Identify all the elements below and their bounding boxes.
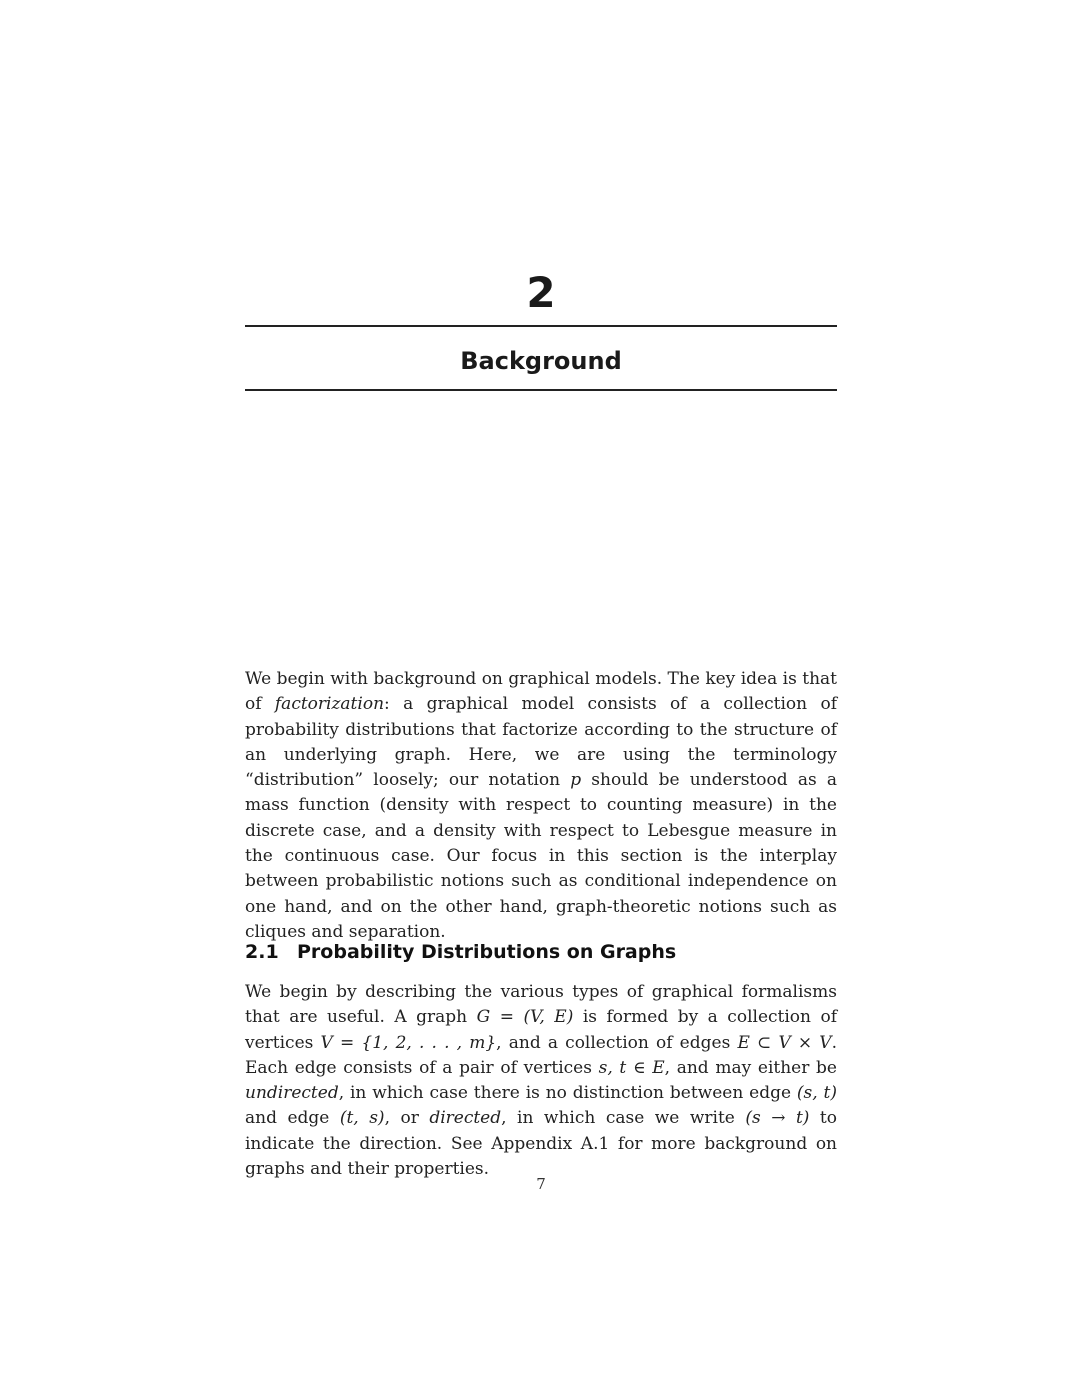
section-heading [245, 938, 837, 966]
section-text-9: , in which case we write [501, 1108, 746, 1129]
math-edge-st: (s, t) [796, 1083, 837, 1104]
intro-text-3: should be understood as a mass function (density with respect to counting measure) in the discrete case, and a density with respect to Lebesgue measure in the continuous case. Our focus in this section is the interplay between probabilistic notions such as conditional independence on one hand, and on the other hand, graph-theoretic notions such as cliques and separation. [245, 770, 837, 942]
intro-emphasis-factorization: factorization [274, 694, 385, 715]
emphasis-directed: directed [429, 1108, 502, 1129]
section-text-7: and edge [245, 1108, 340, 1129]
math-directed-edge: (s → t) [745, 1108, 810, 1129]
emphasis-undirected: undirected [245, 1083, 339, 1104]
section-text-5: , and may either be [664, 1057, 837, 1078]
section-title: Probability Distributions on Graphs [297, 941, 677, 963]
math-edge-set: E ⊂ V × V [737, 1032, 832, 1053]
chapter-title: Background [460, 347, 622, 375]
section-text-6: , in which case there is no distinction between edge [338, 1083, 797, 1104]
chapter-rule-top [245, 325, 837, 327]
section-text-10: to indicate the direction. See Appendix A.1 for more background on graphs and their properties. [245, 1108, 837, 1180]
math-edge-ts: (t, s) [339, 1108, 385, 1129]
page-number: 7 [536, 1175, 546, 1193]
section-text-2: is formed by a collection of vertices [245, 1007, 837, 1053]
section-text-4: . Each edge consists of a pair of vertices [245, 1032, 837, 1078]
section-text-1: We begin by describing the various types of graphical formalisms that are useful. A graph [245, 982, 837, 1028]
intro-math-p: p [570, 770, 582, 791]
section-paragraph [245, 980, 837, 1182]
math-graph-def: G = (V, E) [476, 1007, 574, 1028]
chapter-number: 2 [526, 268, 556, 317]
section-text-8: , or [384, 1108, 430, 1129]
chapter-rule-bottom [245, 389, 837, 391]
intro-text-1: We begin with background on graphical models. The key idea is that of [245, 669, 837, 715]
intro-text-2: : a graphical model consists of a collection of probability distributions that factorize according to the structure of an underlying graph. Here, we are using the terminology “distribution” loosely; our notation [245, 694, 837, 791]
intro-paragraph [245, 667, 837, 945]
math-vertex-pair: s, t ∈ E [598, 1057, 665, 1078]
section-number: 2.1 [245, 941, 279, 963]
math-vertex-set: V = {1, 2, . . . , m} [320, 1032, 497, 1053]
section-text-3: , and a collection of edges [496, 1032, 738, 1053]
